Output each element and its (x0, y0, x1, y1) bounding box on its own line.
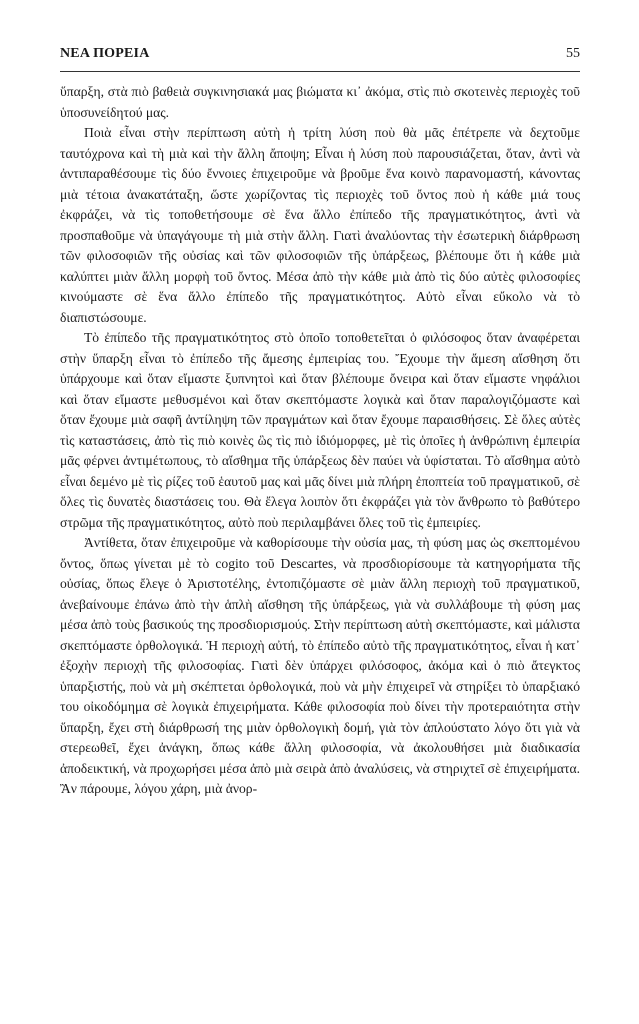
running-head: ΝΕΑ ΠΟΡΕΙΑ (60, 46, 150, 61)
header-rule (60, 71, 580, 72)
paragraph: Τὸ ἐπίπεδο τῆς πραγματικότητος στὸ ὁποῖο τοποθετεῖται ὁ φιλόσοφος ὅταν ἀναφέρεται στὴν ὕπαρξη εἶναι τὸ ἐπίπεδο τῆς ἄμεσης ἐμπειρίας του. Ἔχουμε τὴν ἄμεση αἴσθηση ὅτι ὑπάρχουμε καὶ ὅταν εἴμαστε ξυπνητοὶ καὶ ὅταν βλέπουμε ὄνειρα καὶ ὅταν εἴμαστε νηφάλιοι καὶ ὅταν εἴμαστε μεθυσμένοι καὶ ὅταν σκεπτόμαστε λογικὰ καὶ ὅταν παραλογιζόμαστε καὶ ὅταν ἔχουμε μιὰ σαφῆ ἀντίληψη τῶν πραγμάτων καὶ ὅταν ἔχουμε παραισθήσεις. Σὲ ὅλες αὐτὲς τὶς καταστάσεις, ἀπὸ τὶς πιὸ κοινὲς ὣς τὶς πιὸ ἰδιόμορφες, μὲ τὶς ὁποῖες ἡ ἀνθρώπινη ἐμπειρία μᾶς φέρνει ἀντιμέτωπους, τὸ αἴσθημα τῆς ὑπάρξεως δὲν παύει νὰ ὑφίσταται. Τὸ αἴσθημα αὐτὸ εἶναι δεμένο μὲ τὶς ρίζες τοῦ ἑαυτοῦ μας καὶ μᾶς δίνει μιὰ πλήρη ἐποπτεία τοῦ πραγματικοῦ, σὲ ὅλες τὶς δυνατὲς διαστάσεις του. Θὰ ἔλεγα λοιπὸν ὅτι ἐκφράζει γιὰ τὸν ἄνθρωπο τὸ βαθύτερο στρῶμα τῆς πραγματικότητος, αὐτὸ ποὺ περιλαμβάνει ὅλες τοῦ τὶς ἐμπειρίες. (60, 330, 580, 530)
body-text (60, 82, 580, 800)
paragraph: Ἀντίθετα, ὅταν ἐπιχειροῦμε νὰ καθορίσουμε τὴν οὐσία μας, τὴ φύση μας ὡς σκεπτομένου ὄντος, ὅπως γίνεται μὲ τὸ cogito τοῦ Descartes, νὰ προσδιορίσουμε τὰ κατηγορήματα τῆς οὐσίας, ὅπως ἔλεγε ὁ Ἀριστοτέλης, ἐντοπιζόμαστε σὲ μιὰν ἄλλη περιοχὴ τοῦ πραγματικοῦ, ἀνεβαίνουμε ἐπάνω ἀπὸ τὴν ἁπλὴ αἴσθηση τῆς ὑπάρξεως, γιὰ νὰ συλλάβουμε τὴ φύση μας μέσα ἀπὸ τοὺς βασικούς της προσδιορισμούς. Στὴν περίπτωση αὐτὴ σκεπτόμαστε, καὶ μάλιστα σκεπτόμαστε ὀρθολογικά. Ἡ περιοχὴ αὐτή, τὸ ἐπίπεδο αὐτὸ τῆς πραγματικότητος, εἶναι ἡ κατ᾽ ἐξοχὴν περιοχὴ τῆς φιλοσοφίας. Γιατὶ δὲν ὑπάρχει φιλόσοφος, ἀκόμα καὶ ὁ πιὸ ἄτεγκτος ὑπαρξιστής, ποὺ νὰ μὴ σκέπτεται ὀρθολογικά, ποὺ νὰ μὴν ἐπιχειρεῖ νὰ στηρίξει τὸ ὑπαρξιακό του οἰκοδόμημα σὲ λογικὰ ἐπιχειρήματα. Κάθε φιλοσοφία ποὺ δίνει τὴν προτεραιότητα στὴν ὕπαρξη, ἔχει στὴ διάρθρωσή της μιὰν ὀρθολογικὴ δομή, γιὰ τὸν ἁπλούστατο λόγο ὅτι γιὰ νὰ στερεωθεῖ, ἔχει ἀνάγκη, ὅπως κάθε ἄλλη φιλοσοφία, νὰ ἀκολουθήσει μιὰ διαδικασία ἀποδεικτική, νὰ προχωρήσει μέσα ἀπὸ μιὰ σειρὰ ἀπὸ ἀναλύσεις, νὰ στηριχτεῖ σὲ ἐπιχειρήματα. Ἂν πάρουμε, λόγου χάρη, μιὰ ἀνορ- (60, 535, 580, 796)
page-number: 55 (566, 46, 580, 61)
paragraph-continued: ὕπαρξη, στὰ πιὸ βαθειὰ συγκινησιακά μας βιώματα κι᾽ ἀκόμα, στὶς πιὸ σκοτεινὲς περιοχὲς τοῦ ὑποσυνείδητού μας. (60, 84, 580, 120)
paragraph: Ποιὰ εἶναι στὴν περίπτωση αὐτὴ ἡ τρίτη λύση ποὺ θὰ μᾶς ἐπέτρεπε νὰ δεχτοῦμε ταυτόχρονα καὶ τὴ μιὰ καὶ τὴν ἄλλη ἄποψη; Εἶναι ἡ λύση ποὺ παρουσιάζεται, ὅταν, ἀντὶ νὰ ἀντιπαραθέσουμε τὶς δύο ἔννοιες ἐπιχειροῦμε νὰ βροῦμε ἕνα κοινὸ παρανομαστή, κάνοντας μιὰ τέτοια ἀνακατάταξη, ὥστε χωρίζοντας τὶς περιοχὲς τοῦ ὄντος ποὺ ἡ κάθε μιά τους ἐκφράζει, νὰ τὶς τοποθετήσουμε σὲ ἕνα ἄλλο ἐπίπεδο τῆς πραγματικότητος, ἀντὶ νὰ προσπαθοῦμε νὰ ὑπαγάγουμε τὴ μιὰ στὴν ἄλλη. Γιατὶ ἀναλύοντας τὴν ἐσωτερικὴ διάρθρωση τῶν φιλοσοφιῶν τῆς οὐσίας καὶ τῶν φιλοσοφιῶν τῆς ὑπάρξεως, βλέπουμε ὅτι ἡ κάθε μιὰ καλύπτει μιὰν ἄλλη μορφὴ τοῦ ὄντος. Μέσα ἀπὸ τὴν κάθε μιὰ ἀπὸ τὶς δύο αὐτὲς φιλοσοφίες κινούμαστε σὲ ἕνα ἄλλο ἐπίπεδο τῆς πραγματικότητος. Αὐτὸ εἶναι εὔκολο νὰ τὸ διαπιστώσουμε. (60, 125, 580, 325)
page-header (60, 46, 580, 68)
book-page (60, 0, 580, 1024)
